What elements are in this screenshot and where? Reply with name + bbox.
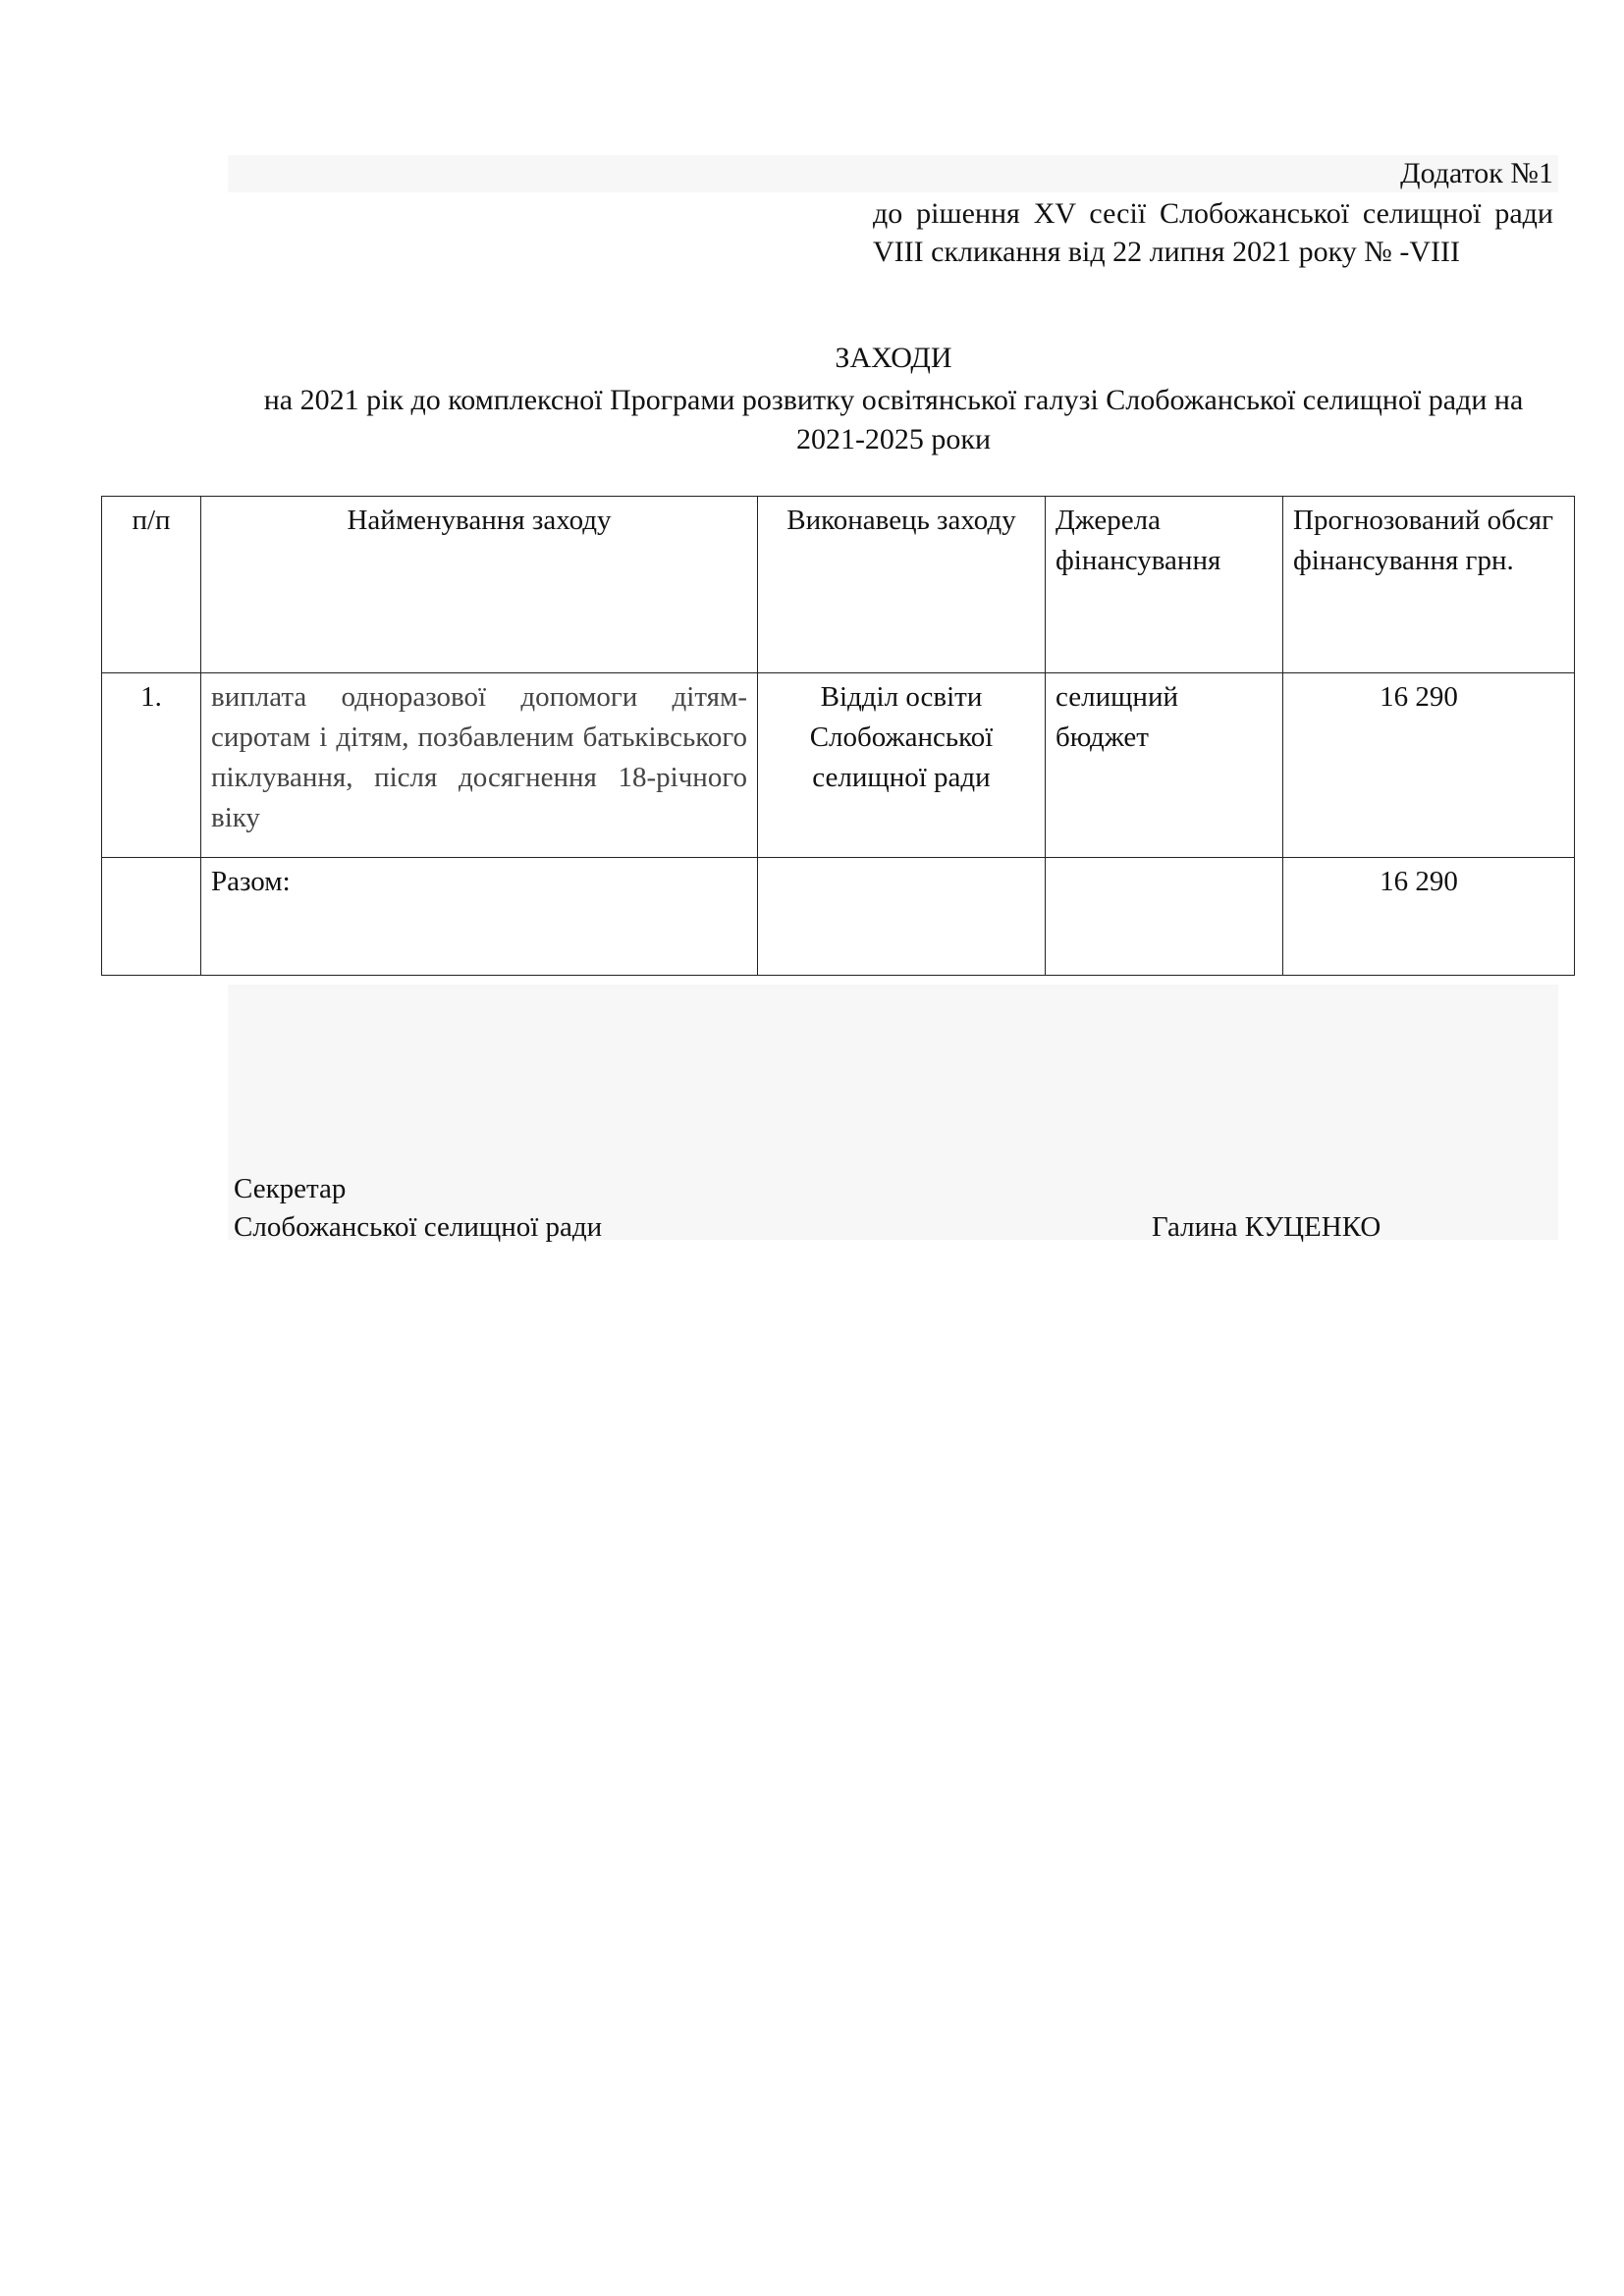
- cell-amount: 16 290: [1283, 673, 1575, 858]
- background-band-bottom: [228, 985, 1558, 1240]
- table-row: [102, 673, 1575, 858]
- cell-total-amount: 16 290: [1283, 858, 1575, 976]
- cell-source: селищний бюджет: [1046, 673, 1283, 858]
- cell-executor: Відділ освіти Слобожанської селищної ради: [758, 673, 1046, 858]
- signature-name: Галина КУЦЕНКО: [1152, 1211, 1381, 1243]
- cell-name: виплата одноразової допомоги дітям-сиротам і дітям, позбавленим батьківського піклування, після досягнення 18-річного віку: [201, 673, 758, 858]
- header-executor: Виконавець заходу: [758, 497, 1046, 673]
- table-total-row: [102, 858, 1575, 976]
- signature-organization: Слобожанської селищної ради: [234, 1211, 603, 1243]
- document-title: ЗАХОДИ: [835, 342, 952, 374]
- background-band-top: [228, 155, 1558, 192]
- cell-num: 1.: [102, 673, 201, 858]
- document-subtitle: на 2021 рік до комплексної Програми розвитку освітянської галузі Слобожанської селищної ради на 2021-2025 роки: [263, 384, 1524, 455]
- cell-total-label: Разом:: [201, 858, 758, 976]
- signature-role: Секретар: [234, 1173, 347, 1204]
- header-name: Найменування заходу: [201, 497, 758, 673]
- cell-total-source: [1046, 858, 1283, 976]
- table-header-row: [102, 497, 1575, 673]
- header-source: Джерела фінансування: [1046, 497, 1283, 673]
- annex-reference: до рішення XV сесії Слобожанської селищної ради VIII скликання від 22 липня 2021 року № -VIII: [873, 197, 1553, 268]
- header-num: п/п: [102, 497, 201, 673]
- cell-total-executor: [758, 858, 1046, 976]
- annex-title: Додаток №1: [1400, 157, 1553, 189]
- cell-total-num: [102, 858, 201, 976]
- measures-table: [101, 496, 1575, 976]
- header-amount: Прогнозований обсяг фінансування грн.: [1283, 497, 1575, 673]
